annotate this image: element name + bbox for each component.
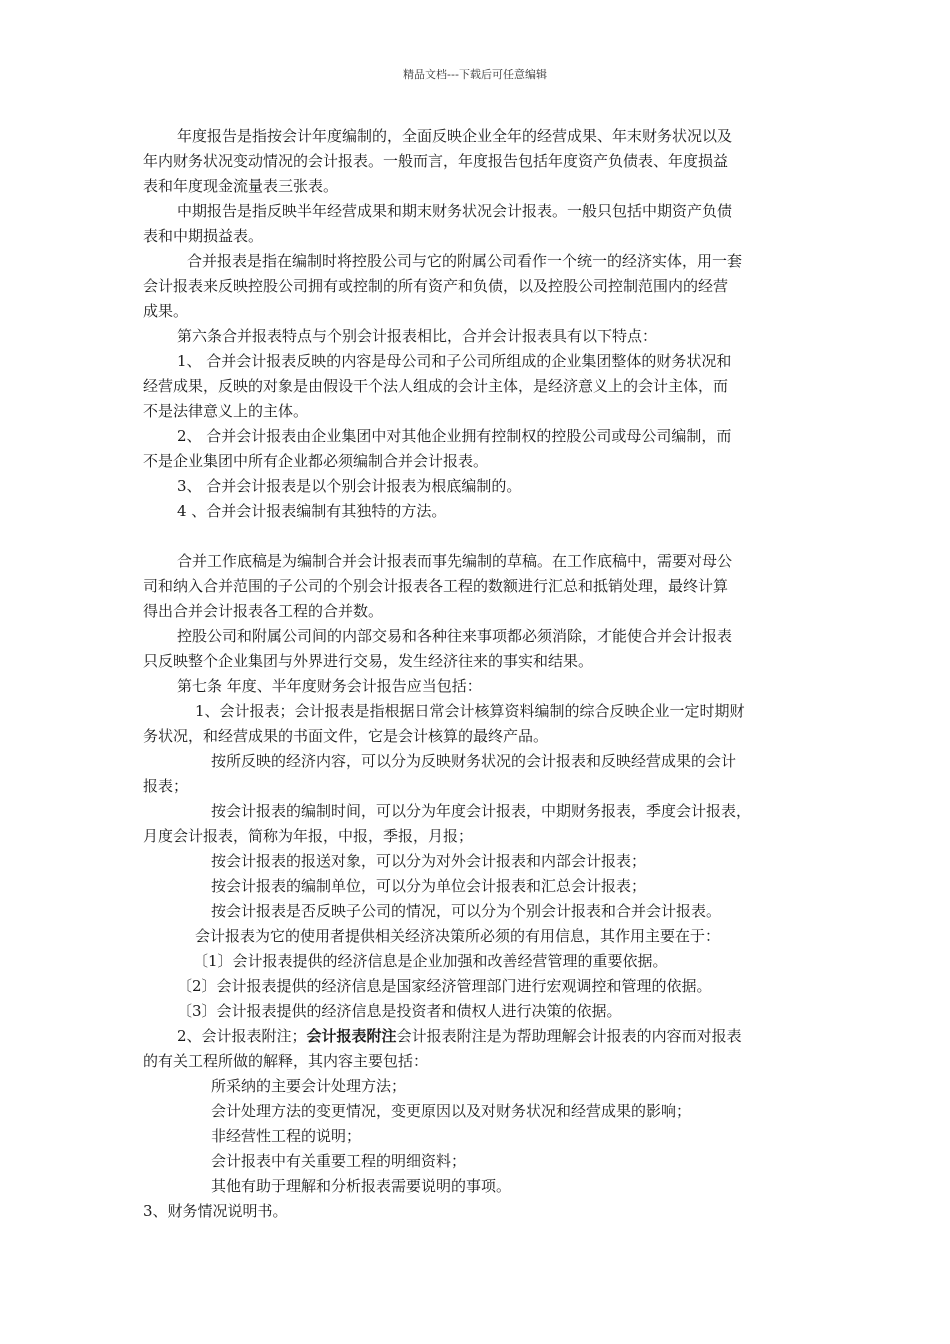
bold-term: 会计报表附注 [306,1027,397,1045]
line-text: 3、财务情况说明书。 [143,1202,288,1220]
line-text: 合并报表是指在编制时将控股公司与它的附属公司看作一个统一的经济实体，用一套 [187,252,743,270]
line-text: 合并工作底稿是为编制合并会计报表而事先编制的草稿。在工作底稿中，需要对母公 [177,552,733,570]
line-text: 2、会计报表附注； [177,1027,307,1045]
line-text: 其他有助于理解和分析报表需要说明的事项。 [211,1177,512,1195]
line-text: 按会计报表是否反映子公司的情况，可以分为个别会计报表和合并会计报表。 [211,902,722,920]
line-text: 不是法律意义上的主体。 [143,402,309,420]
text-line [143,724,811,749]
text-line [143,499,811,524]
text-line [143,874,811,899]
text-line [143,324,811,349]
line-text: 2、 合并会计报表由企业集团中对其他企业拥有控制权的控股公司或母公司编制，而 [177,427,732,445]
line-text: 会计报表为它的使用者提供相关经济决策所必须的有用信息，其作用主要在于： [195,927,721,945]
text-line [143,124,811,149]
line-text: 不是企业集团中所有企业都必须编制合并会计报表。 [143,452,489,470]
text-line [143,599,811,624]
line-text: 按所反映的经济内容，可以分为反映财务状况的会计报表和反映经营成果的会计 [211,752,737,770]
text-line [143,1049,811,1074]
text-line [143,449,811,474]
text-line [143,1074,811,1099]
line-text: 非经营性工程的说明； [211,1127,362,1145]
line-text: 经营成果，反映的对象是由假设干个法人组成的会计主体，是经济意义上的会计主体，而 [143,377,729,395]
line-text: 〔1〕会计报表提供的经济信息是企业加强和改善经营管理的重要依据。 [193,952,668,970]
line-text: 按会计报表的编制时间，可以分为年度会计报表，中期财务报表，季度会计报表， [211,802,752,820]
text-line [143,349,811,374]
line-text: 得出合并会计报表各工程的合并数。 [143,602,384,620]
text-line [143,899,811,924]
text-line [143,474,811,499]
line-text: 第七条 年度、半年度财务会计报告应当包括： [177,677,482,695]
text-line [143,1124,811,1149]
page-header: 精品文档---下载后可任意编辑 [403,68,547,81]
line-text: 4 、合并会计报表编制有其独特的方法。 [177,502,447,520]
text-line [143,574,811,599]
text-line [143,1099,811,1124]
line-text: 控股公司和附属公司间的内部交易和各种往来事项都必须消除，才能使合并会计报表 [177,627,733,645]
text-line [143,624,811,649]
text-line [143,924,811,949]
text-line [143,199,811,224]
line-text: 1、会计报表；会计报表是指根据日常会计核算资料编制的综合反映企业一定时期财 [195,702,745,720]
line-text: 表和年度现金流量表三张表。 [143,177,339,195]
line-text: 表和中期损益表。 [143,227,264,245]
line-text: 年内财务状况变动情况的会计报表。一般而言，年度报告包括年度资产负债表、年度损益 [143,152,729,170]
line-text: 按会计报表的编制单位，可以分为单位会计报表和汇总会计报表； [211,877,647,895]
text-line [143,399,811,424]
line-text: 会计报表中有关重要工程的明细资料； [211,1152,467,1170]
line-text: 年度报告是指按会计年度编制的，全面反映企业全年的经营成果、年末财务状况以及 [177,127,733,145]
text-line [143,699,811,724]
text-line [143,1199,811,1224]
line-text: 〔3〕会计报表提供的经济信息是投资者和债权人进行决策的依据。 [177,1002,622,1020]
text-line [143,249,811,274]
text-line [143,1024,811,1049]
blank-line [143,524,811,549]
text-line [143,1174,811,1199]
line-text: 司和纳入合并范围的子公司的个别会计报表各工程的数额进行汇总和抵销处理，最终计算 [143,577,729,595]
text-line [143,149,811,174]
text-line [143,299,811,324]
text-line [143,749,811,774]
line-text: 成果。 [143,302,189,320]
text-line [143,174,811,199]
text-line [143,374,811,399]
text-line [143,999,811,1024]
line-text: 只反映整个企业集团与外界进行交易，发生经济往来的事实和结果。 [143,652,594,670]
text-line [143,674,811,699]
line-text: 报表； [143,777,189,795]
text-line [143,649,811,674]
text-line [143,849,811,874]
line-text: 中期报告是指反映半年经营成果和期末财务状况会计报表。一般只包括中期资产负债 [177,202,733,220]
document-body [143,124,811,1224]
line-text: 会计报表来反映控股公司拥有或控制的所有资产和负债，以及控股公司控制范围内的经营 [143,277,729,295]
line-text: 1、 合并会计报表反映的内容是母公司和子公司所组成的企业集团整体的财务状况和 [177,352,732,370]
text-line [143,424,811,449]
text-line [143,974,811,999]
line-text: 的有关工程所做的解释，其内容主要包括： [143,1052,429,1070]
line-text: 3、 合并会计报表是以个别会计报表为根底编制的。 [177,477,522,495]
text-line [143,549,811,574]
line-text: 第六条合并报表特点与个别会计报表相比，合并会计报表具有以下特点： [177,327,658,345]
text-line [143,1149,811,1174]
text-line [143,824,811,849]
text-line [143,224,811,249]
line-text: 按会计报表的报送对象，可以分为对外会计报表和内部会计报表； [211,852,647,870]
line-text: 务状况，和经营成果的书面文件，它是会计核算的最终产品。 [143,727,549,745]
line-text: 〔2〕会计报表提供的经济信息是国家经济管理部门进行宏观调控和管理的依据。 [177,977,712,995]
text-line [143,799,811,824]
text-line [143,274,811,299]
text-line [143,774,811,799]
line-text: 月度会计报表，简称为年报，中报，季报，月报； [143,827,474,845]
line-text: 所采纳的主要会计处理方法； [211,1077,407,1095]
line-text-rest: 会计报表附注是为帮助理解会计报表的内容而对报表 [396,1027,742,1045]
line-text: 会计处理方法的变更情况，变更原因以及对财务状况和经营成果的影响； [211,1102,692,1120]
text-line [143,949,811,974]
